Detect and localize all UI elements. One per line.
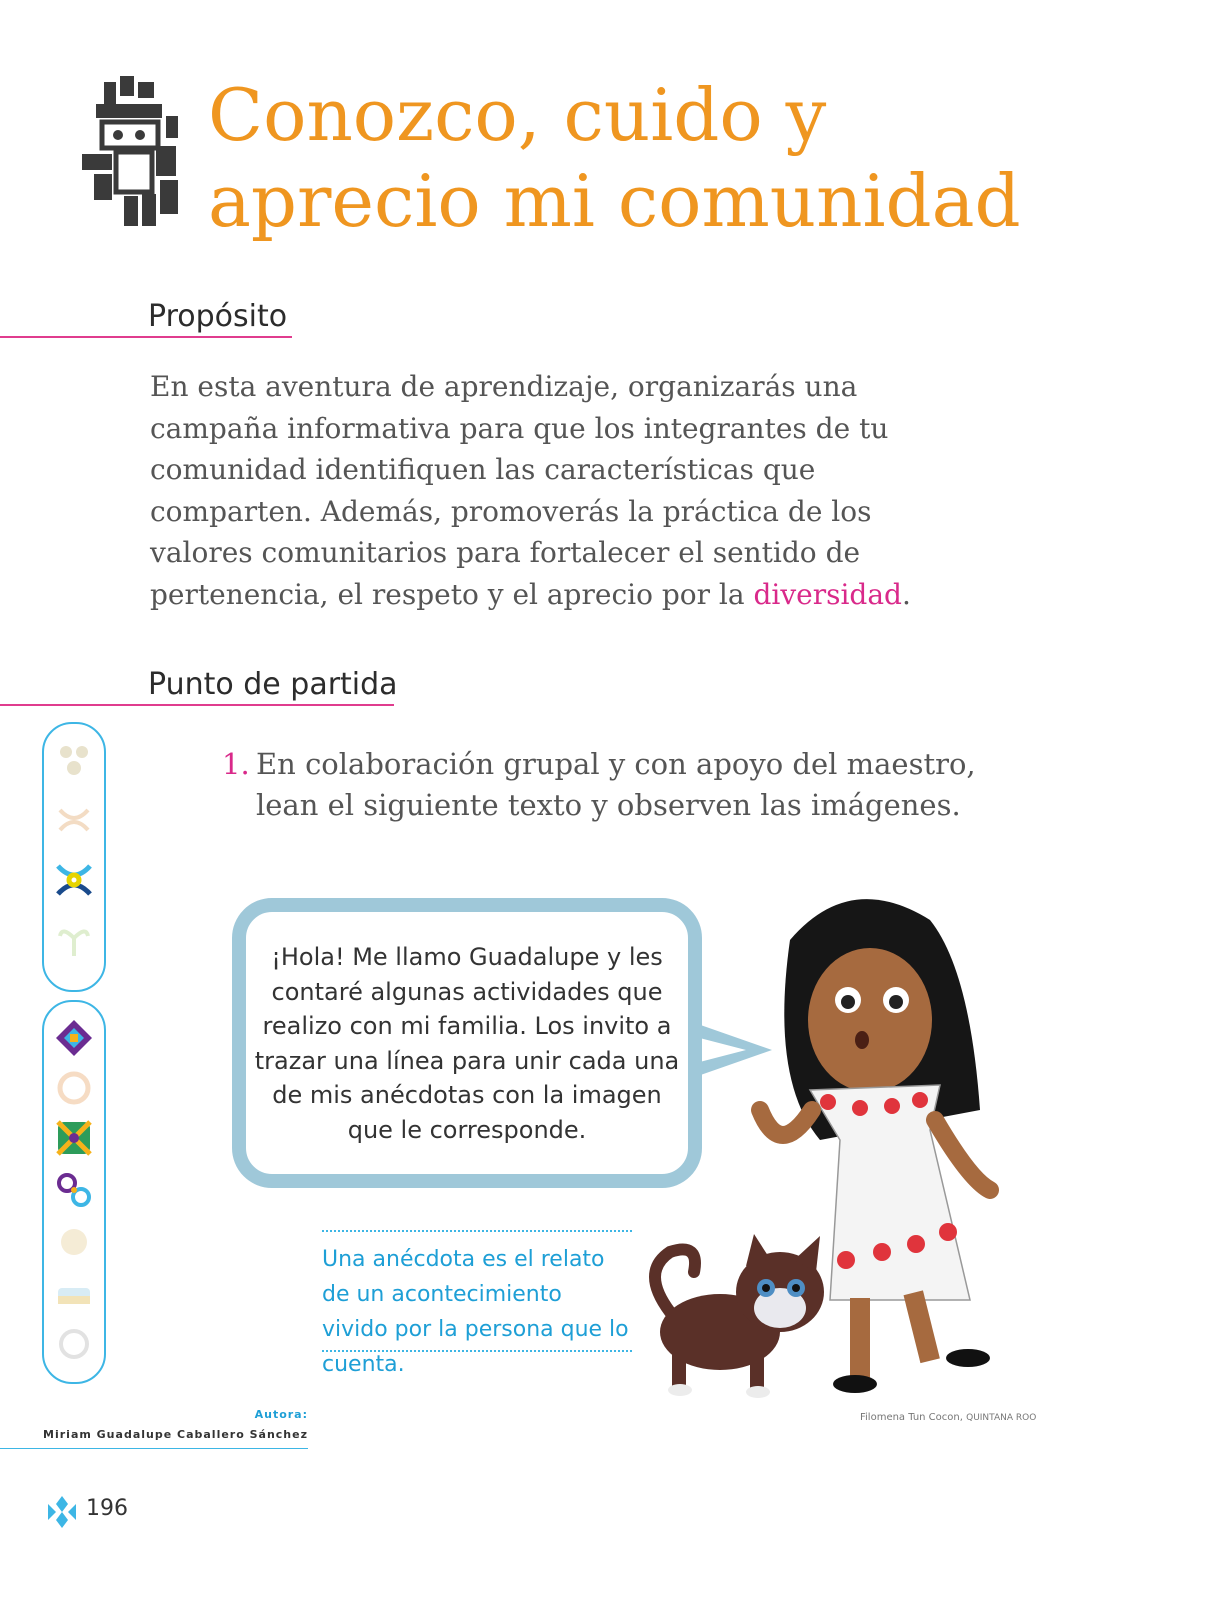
illustration-credit [860,1412,1036,1423]
anecdote-definition-note [322,1230,632,1377]
starting-point-section-header [0,664,398,706]
project-axis-rail [42,722,106,992]
book-emblem-icon [48,1496,76,1528]
purpose-section-header [0,296,292,338]
author-label: Autora: [254,1408,308,1421]
purpose-text-end: . [901,577,911,611]
title-line-2: aprecio mi comunidad [208,159,1021,243]
diversity-glossary-term: diversidad [753,577,902,611]
cat-illustration [630,1232,850,1402]
page-title [208,72,1021,244]
illustrator-place: QUINTANA ROO [966,1413,1037,1423]
faded-leaf-icon [54,740,94,780]
faded-flower-icon [54,1222,94,1262]
title-line-1: Conozco, cuido y [208,73,827,157]
activity-instruction: En colaboración grupal y con apoyo del maestro, lean el siguiente texto y observen las imágenes. [256,747,976,822]
starting-point-heading: Punto de partida [148,667,398,702]
author-name: Miriam Guadalupe Caballero Sánchez [43,1428,308,1441]
ethics-square-icon [54,1118,94,1158]
activity-1 [222,744,1022,822]
codex-glyph-icon [74,76,184,228]
speech-bubble [232,898,702,1188]
illustrator-name: Filomena Tun Cocon, [860,1412,963,1423]
anecdote-definition-text: Una anécdota es el relato de un acontecimiento vivido por la persona que lo cuenta. [322,1247,629,1377]
page-number: 196 [86,1496,128,1521]
community-knot-icon [54,860,94,900]
faded-knot-icon [54,800,94,840]
author-block [0,1408,308,1449]
faded-landscape-icon [54,1274,94,1314]
purpose-heading: Propósito [148,299,288,334]
science-circles-icon [54,1170,94,1210]
activity-number: 1. [222,747,250,781]
faded-spiral-icon [54,1068,94,1108]
purpose-text: En esta aventura de aprendizaje, organizarás una campaña informativa para que los integrantes de tu comunidad identifiquen las características que comparten. Además, promoverás la práctica de los valores comunitarios para fortalecer el sentido de pertenencia, el respeto y el aprecio por la [150,370,889,611]
faded-sprout-icon [54,920,94,960]
faded-ring-icon [54,1324,94,1364]
formative-fields-rail [42,1000,106,1384]
languages-diamond-icon [54,1018,94,1058]
speech-bubble-text: ¡Hola! Me llamo Guadalupe y les contaré algunas actividades que realizo con mi familia. Los invito a trazar una línea para unir cada una de mis anécdotas con la imagen que le corresponde. [254,943,680,1144]
purpose-paragraph [150,366,940,615]
